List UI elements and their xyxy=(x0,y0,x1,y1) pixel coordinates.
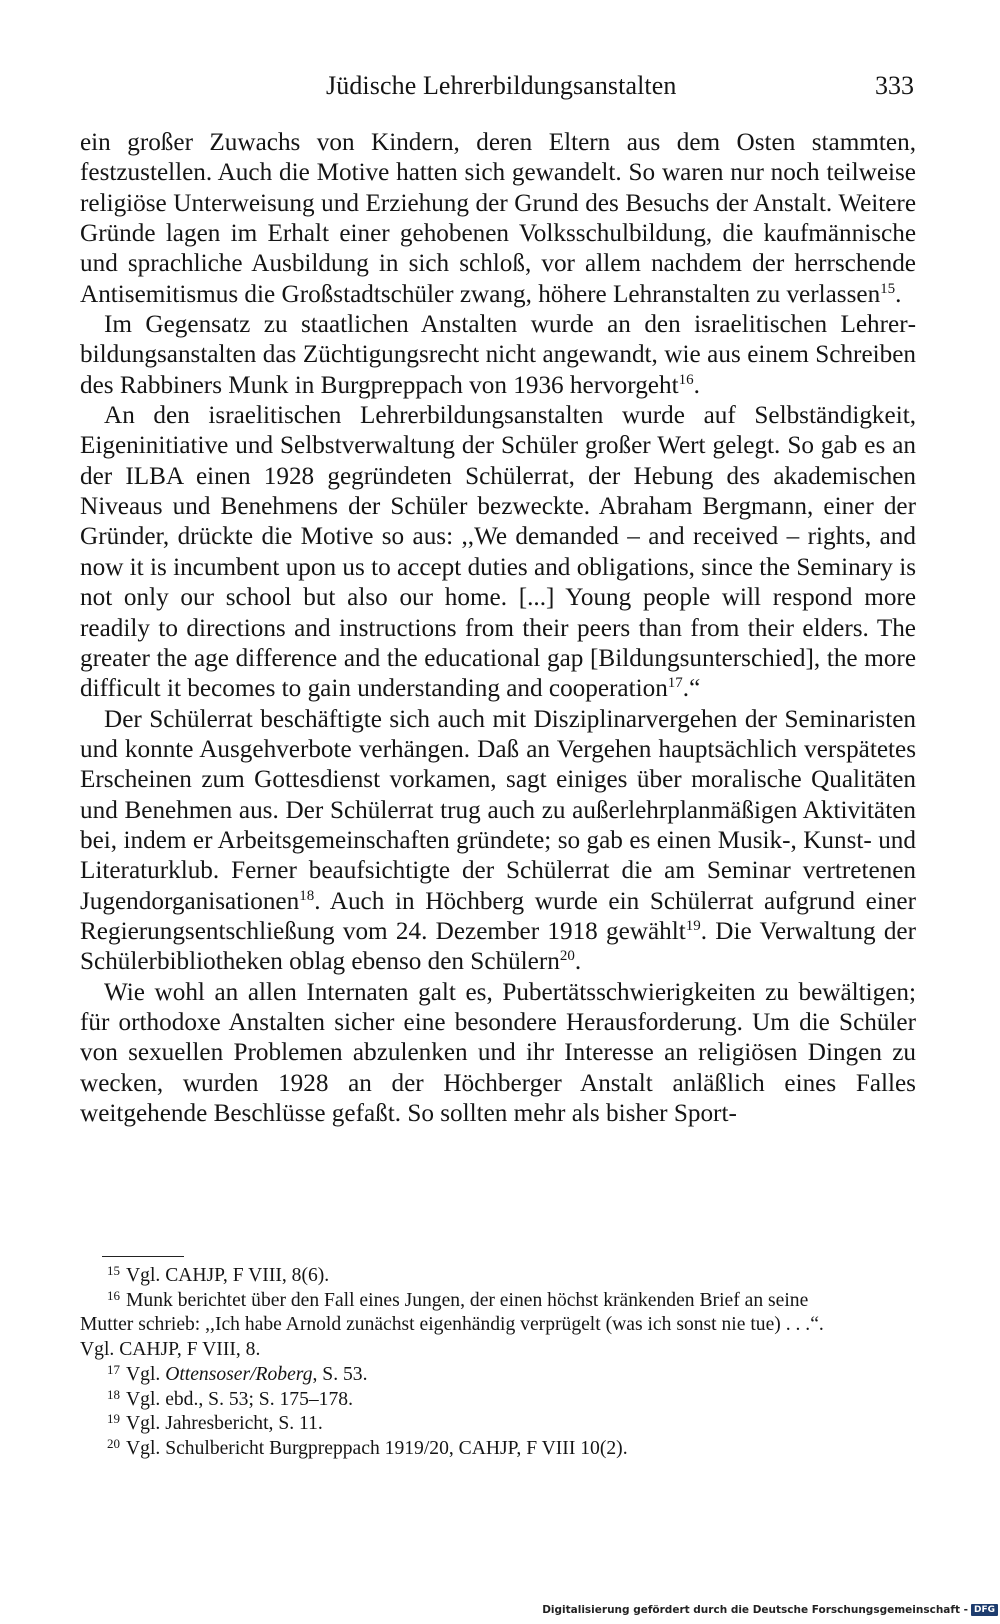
page-number: 333 xyxy=(875,71,914,100)
paragraph-text: Wie wohl an allen Internaten galt es, Pubertätsschwierigkeiten zu bewältigen; für orthodoxe Anstalten sicher eine besondere Herausforderung. Um die Schüler von sexuellen Problemen abzulenken und ihr Interesse an religiösen Dingen zu wecken, wurden 1928 an der Höchberger Anstalt anläßlich eines Falles weitgehende Beschlüsse gefaßt. So sollten mehr als bisher Sport- xyxy=(80,978,916,1127)
footnote-citation-authors: Ottensoser/Roberg xyxy=(165,1363,313,1385)
footnote-text: Vgl. CAHJP, F VIII, 8. xyxy=(80,1339,261,1361)
paragraph-text: Im Gegensatz zu staatlichen Anstalten wurde an den israelitischen Lehrerbildungsanstalten das Züchtigungsrecht nicht angewandt, wie aus einem Schreiben des Rabbiners Munk in Burgpreppach von 1936 hervorgeht xyxy=(80,311,916,399)
paragraph xyxy=(80,978,916,1130)
footnote-text: Vgl. Jahresbericht, S. 11. xyxy=(126,1413,323,1435)
page-header xyxy=(78,66,916,106)
footnote-text xyxy=(126,1364,367,1385)
footnotes xyxy=(80,1264,916,1462)
paragraph-text: Der Schülerrat beschäftigte sich auch mit Disziplinarvergehen der Seminaristen und konnte Ausgehverbote verhängen. Daß an Vergehen hauptsächlich verspätetes Erscheinen zum Gottesdienst vorkamen, sagt einiges über moralische Qualitäten und Benehmen aus. Der Schülerrat trug auch zu außerlehrplanmäßigen Aktivitäten bei, indem er Arbeitsgemeinschaften gründete; so gab es einen Musik-, Kunst- und Literaturklub. Ferner beaufsichtigte der Schülerrat die am Seminar vertretenen Jugendorganisationen xyxy=(80,705,916,915)
paragraph-text: . xyxy=(693,371,700,399)
footnote-ref: 18 xyxy=(299,887,315,904)
paragraph-text: .“ xyxy=(682,675,701,703)
paragraph-text: . Die Verwaltung der Schülerbibliotheken oblag ebenso den Schülern xyxy=(80,917,916,976)
footnote: 19 Vgl. Jahresbericht, S. 11. xyxy=(107,1411,323,1435)
footnote-text: Munk berichtet über den Fall eines Jungen, der einen höchst kränkenden Brief an seine xyxy=(126,1289,809,1311)
footnote-text: Vgl. ebd., S. 53; S. 175–178. xyxy=(126,1388,353,1410)
dfg-logo: DFG xyxy=(971,1604,998,1616)
footnote: 18 Vgl. ebd., S. 53; S. 175–178. xyxy=(107,1386,353,1410)
footnote: 16 Munk berichtet über den Fall eines Jungen, der einen höchst kränkenden Brief an seine Mutter schrieb: ,,Ich habe Arnold zunächst eigenhändig verprügelt (was ich sonst nie tue) . . .“. Vgl. CAHJP, F VIII, 8. xyxy=(80,1289,916,1363)
footnote-divider xyxy=(102,1256,184,1257)
paragraph-text: . xyxy=(574,948,582,976)
body-text xyxy=(80,128,916,1129)
paragraph-text: An den israelitischen Lehrerbildungsanstalten wurde auf Selbständigkeit, Eigeninitiative und Selbstverwaltung der Schüler großer Wert gelegt. So gab es an der ILBA einen 1928 gegründeten Schülerrat, der Hebung des akademischen Niveaus und Benehmens der Schüler bezweckte. Abraham Bergmann, einer der Gründer, drückte die Motive so aus: ,,We demanded – and received – rights, and now it is incumbent upon us to accept duties and obligations, since the Seminary is not only our school but also our home. [...] Young people will respond more readily to directions and instructions from their peers than from their elders. The greater the age difference and the educational gap [Bildungsunterschied], the more difficult it becomes to gain understanding and cooperation xyxy=(80,402,916,703)
footnote-text-part: Vgl. xyxy=(126,1363,166,1385)
footnote: 17 Vgl. Ottensoser/Roberg, S. 53. xyxy=(107,1361,368,1385)
paragraph-text: . Auch in Höchberg wurde ein Schülerrat aufgrund einer Regierungsentschließung vom 24. Dezember 1918 gewählt xyxy=(80,887,916,945)
footnote-text: Vgl. CAHJP, F VIII, 8(6). xyxy=(126,1265,330,1286)
paragraph-text: ein großer Zuwachs von Kindern, deren Eltern aus dem Osten stammten, festzustellen. Auch die Motive hatten sich gewandelt. So waren nur noch teilweise religiöse Unterweisung und Erziehung der Grund des Besuchs der Anstalt. Weitere Gründe lagen im Erhalt einer gehobenen Volksschulbildung, die kaufmännische und sprachliche Ausbildung in sich schloß, vor allem nachdem der herrschende Antisemitismus die Großstadtschüler zwang, höhere Lehranstalten zu verlassen xyxy=(80,129,916,308)
digitization-banner-text: Digitalisierung gefördert durch die Deutsche Forschungsgemeinschaft - xyxy=(542,1604,968,1616)
footnote: 15 Vgl. CAHJP, F VIII, 8(6). xyxy=(107,1263,330,1286)
footnote-text-part: , S. 53. xyxy=(312,1363,368,1385)
footnote-ref: 19 xyxy=(685,917,701,934)
footnote: 20 Vgl. Schulbericht Burgpreppach 1919/20, CAHJP, F VIII 10(2). xyxy=(107,1435,628,1459)
running-title: Jüdische Lehrerbildungsanstalten xyxy=(326,71,677,100)
paragraph xyxy=(80,310,916,401)
paragraph xyxy=(80,128,916,310)
footnote-ref: 17 xyxy=(667,675,683,692)
footnote-text: Vgl. Schulbericht Burgpreppach 1919/20, CAHJP, F VIII 10(2). xyxy=(126,1437,628,1459)
digitization-banner xyxy=(542,1604,998,1616)
paragraph xyxy=(80,401,916,704)
footnote-ref: 15 xyxy=(880,280,896,297)
footnote-ref: 20 xyxy=(559,948,575,965)
footnote-ref: 16 xyxy=(678,371,694,388)
footnote-text: Mutter schrieb: ,,Ich habe Arnold zunächst eigenhändig verprügelt (was ich sonst nie tue) . . .“. xyxy=(80,1314,824,1336)
paragraph xyxy=(80,705,916,978)
paragraph-text: . xyxy=(895,280,902,308)
